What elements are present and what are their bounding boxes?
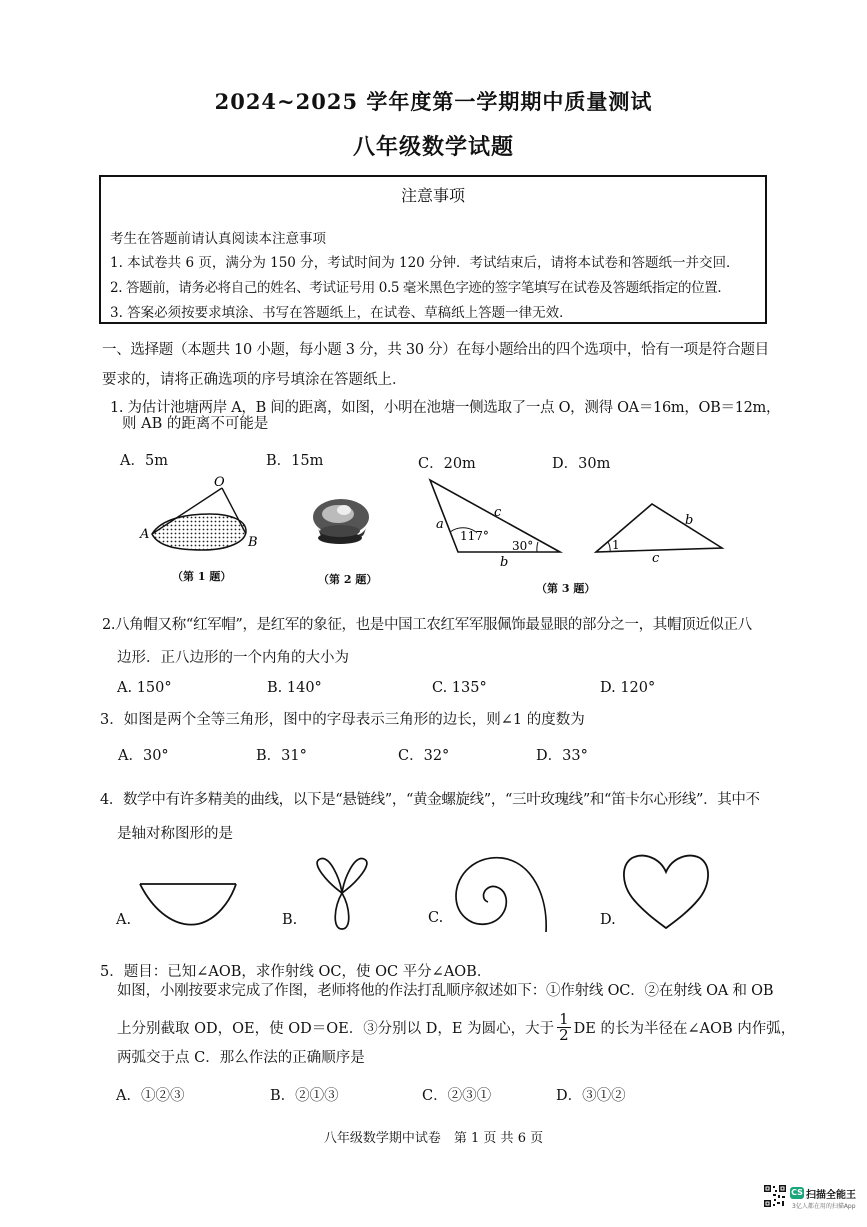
svg-text:a: a xyxy=(436,517,444,532)
q2-option-c: C. 135° xyxy=(432,680,487,696)
q3-option-c: C．32° xyxy=(398,748,450,764)
q4-option-d: D. xyxy=(600,912,616,928)
q2-caption: （第 2 题） xyxy=(318,573,378,586)
q4-option-c: C. xyxy=(428,910,444,926)
three-leaf-rose-figure xyxy=(300,855,384,931)
pond-shape xyxy=(152,514,246,550)
q4-stem-line2: 是轴对称图形的是 xyxy=(117,826,233,842)
q2-option-a: A. 150° xyxy=(117,680,172,696)
fraction-one-half: $\frac{1}{2}$ xyxy=(559,1010,569,1044)
page-footer: 八年级数学期中试卷 第 1 页 共 6 页 xyxy=(323,1131,544,1146)
red-army-cap-image xyxy=(308,494,372,548)
notice-item-3: 3. 答案必须按要求填涂、书写在答题纸上，在试卷、草稿纸上答题一律无效． xyxy=(110,305,573,321)
qr-code-icon xyxy=(763,1184,787,1208)
q4-option-a: A. xyxy=(116,912,132,928)
q2-stem-line2: 边形．正八边形的一个内角的大小为 xyxy=(117,650,349,666)
label-a: A xyxy=(140,527,150,542)
camscanner-logo-icon: CS xyxy=(791,1188,803,1197)
q3-option-b: B．31° xyxy=(256,748,307,764)
q5-stem-line4: 两弧交于点 C．那么作法的正确顺序是 xyxy=(117,1050,365,1066)
q5-stem-line2: 如图，小刚按要求完成了作图，老师将他的作法打乱顺序叙述如下：①作射线 OC．②在射线 OA 和 OB xyxy=(117,983,774,999)
svg-text:c: c xyxy=(652,551,660,566)
q5-stem-line3 xyxy=(117,1012,795,1043)
q1-stem-line1: 1. 为估计池塘两岸 A，B 间的距离，如图，小明在池塘一侧选取了一点 O，测得 OA＝16m，OB＝12m， xyxy=(110,400,781,416)
q4-stem-line1: 4．数学中有许多精美的曲线，以下是“悬链线”，“黄金螺旋线”，“三叶玫瑰线”和“笛卡尔心形线”．其中不 xyxy=(100,792,760,808)
q1-option-d: D．30m xyxy=(552,456,611,472)
q1-option-a: A．5m xyxy=(120,453,168,469)
notice-item-2: 2. 答题前，请务必将自己的姓名、考试证号用 0.5 毫米黑色字迹的签字笔填写在试卷及答题纸指定的位置． xyxy=(110,280,731,296)
svg-text:c: c xyxy=(494,505,502,520)
svg-text:117°: 117° xyxy=(460,529,489,543)
q5-option-d: D．③①② xyxy=(556,1088,626,1104)
svg-text:30°: 30° xyxy=(512,539,534,553)
q3-triangles-figure xyxy=(420,476,740,586)
exam-title: 2024~2025 学年度第一学期期中质量测试 xyxy=(214,89,653,114)
label-b: B xyxy=(248,535,258,550)
q5-option-a: A．①②③ xyxy=(116,1088,185,1104)
exam-subtitle: 八年级数学试题 xyxy=(352,134,514,160)
q5-line3-before: 上分别截取 OD，OE，使 OD＝OE．③分别以 D，E 为圆心，大于 xyxy=(117,1021,555,1037)
q5-stem-line1: 5．题目：已知∠AOB，求作射线 OC，使 OC 平分∠AOB． xyxy=(100,964,492,980)
svg-text:b: b xyxy=(500,555,509,570)
q1-option-c: C．20m xyxy=(418,456,476,472)
q1-caption: （第 1 题） xyxy=(172,570,232,583)
q5-option-b: B．②①③ xyxy=(270,1088,339,1104)
q2-stem-line1: 2.八角帽又称“红军帽”，是红军的象征，也是中国工农红军军服佩饰最显眼的部分之一，其帽顶近似正八 xyxy=(102,617,752,633)
q3-option-d: D．33° xyxy=(536,748,588,764)
q2-option-b: B. 140° xyxy=(267,680,322,696)
svg-text:1: 1 xyxy=(612,538,620,552)
q5-line3-after: DE 的长为半径在∠AOB 内作弧， xyxy=(573,1021,796,1037)
notice-box xyxy=(99,175,767,324)
q3-caption: （第 3 题） xyxy=(536,582,596,595)
camscanner-name: 扫描全能王 xyxy=(806,1190,856,1201)
camscanner-tagline: 3亿人都在用的扫描App xyxy=(792,1203,856,1210)
q4-option-b: B. xyxy=(282,912,298,928)
svg-text:b: b xyxy=(685,513,694,528)
golden-spiral-figure xyxy=(448,852,552,934)
notice-heading: 注意事项 xyxy=(400,186,465,205)
q1-pond-figure xyxy=(138,476,268,556)
label-o: O xyxy=(214,476,225,490)
q3-stem: 3．如图是两个全等三角形，图中的字母表示三角形的边长，则∠1 的度数为 xyxy=(100,712,585,728)
q1-option-b: B．15m xyxy=(266,453,324,469)
q3-option-a: A．30° xyxy=(118,748,169,764)
notice-intro: 考生在答题前请认真阅读本注意事项 xyxy=(110,231,326,247)
q5-option-c: C．②③① xyxy=(422,1088,492,1104)
catenary-curve-figure xyxy=(136,876,242,932)
section1-line1: 一、选择题（本题共 10 小题，每小题 3 分，共 30 分）在每小题给出的四个选项中，恰有一项是符合题目 xyxy=(102,342,769,358)
cardioid-heart-figure xyxy=(620,852,712,932)
q1-stem-line2: 则 AB 的距离不可能是 xyxy=(122,416,269,432)
q2-option-d: D. 120° xyxy=(600,680,656,696)
notice-item-1: 1. 本试卷共 6 页，满分为 150 分，考试时间为 120 分钟．考试结束后，请将本试卷和答题纸一并交回． xyxy=(110,255,740,271)
section1-line2: 要求的，请将正确选项的序号填涂在答题纸上． xyxy=(102,372,407,388)
